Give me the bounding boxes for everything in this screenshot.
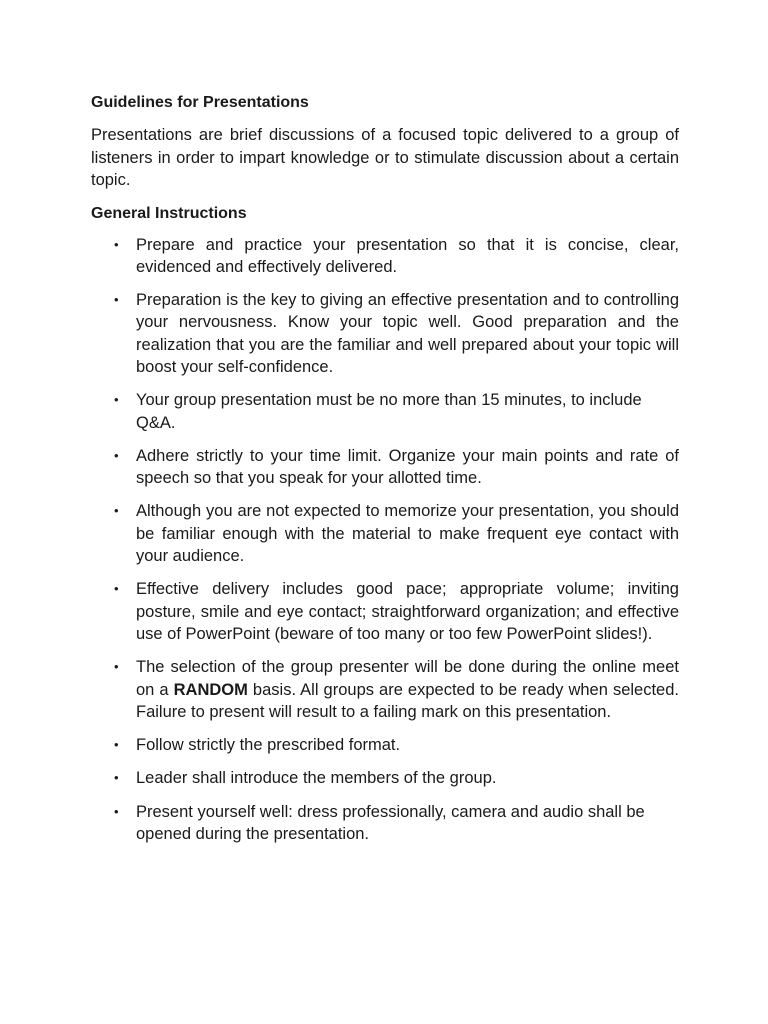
list-item-text: Follow strictly the prescribed format. <box>136 736 401 755</box>
list-item-text: Although you are not expected to memorize your presentation, you should be familiar enough with the material to make frequent eye contact with your audience. <box>136 502 679 566</box>
list-item <box>91 445 679 490</box>
list-item <box>91 656 679 723</box>
instructions-list <box>91 234 679 846</box>
list-item-text: Prepare and practice your presentation so that it is concise, clear, evidenced and effectively delivered. <box>136 235 679 276</box>
list-item-text: Your group presentation must be no more than 15 minutes, to include Q&A. <box>136 391 642 432</box>
bullet-icon: • <box>114 659 119 675</box>
section-heading: General Instructions <box>91 204 247 222</box>
list-item <box>91 500 679 567</box>
bullet-icon: • <box>114 392 119 408</box>
list-item <box>91 389 679 434</box>
intro-paragraph: Presentations are brief discussions of a focused topic delivered to a group of listeners in order to impart knowledge or to stimulate discussion about a certain topic. <box>91 126 679 189</box>
list-item <box>91 734 679 756</box>
bullet-icon: • <box>114 503 119 519</box>
list-item-text: Preparation is the key to giving an effective presentation and to controlling your nervousness. Know your topic well. Good preparation and the realization that you are the familiar and well prepared about your topic will boost your self-confidence. <box>136 291 679 376</box>
list-item-text-before: The selection of the group presenter will be done during the online meet on a <box>136 658 679 699</box>
list-item-text <box>136 658 679 721</box>
document-title: Guidelines for Presentations <box>91 94 309 111</box>
list-item <box>91 234 679 279</box>
bullet-icon: • <box>114 803 119 819</box>
bullet-icon: • <box>114 737 119 753</box>
document-page <box>91 92 679 856</box>
list-item-text: Leader shall introduce the members of the group. <box>136 769 497 788</box>
list-item <box>91 767 679 789</box>
bullet-icon: • <box>114 447 119 463</box>
bullet-icon: • <box>114 236 119 252</box>
list-item <box>91 289 679 378</box>
bullet-icon: • <box>114 581 119 597</box>
list-item-text: Present yourself well: dress professionally, camera and audio shall be opened during the presentation. <box>136 802 645 844</box>
list-item-text: Adhere strictly to your time limit. Organize your main points and rate of speech so that you speak for your allotted time. <box>136 446 679 488</box>
bullet-icon: • <box>114 292 119 308</box>
list-item-text: Effective delivery includes good pace; appropriate volume; inviting posture, smile and eye contact; straightforward organization; and effective use of PowerPoint (beware of too many or too few PowerPoint slides!). <box>136 580 679 643</box>
random-emphasis: RANDOM <box>173 680 248 699</box>
list-item <box>91 578 679 645</box>
list-item <box>91 801 679 846</box>
bullet-icon: • <box>114 770 119 786</box>
list-item-text-after: basis. All groups are expected to be ready when selected. Failure to present will result to a failing mark on this presentation. <box>136 680 679 721</box>
